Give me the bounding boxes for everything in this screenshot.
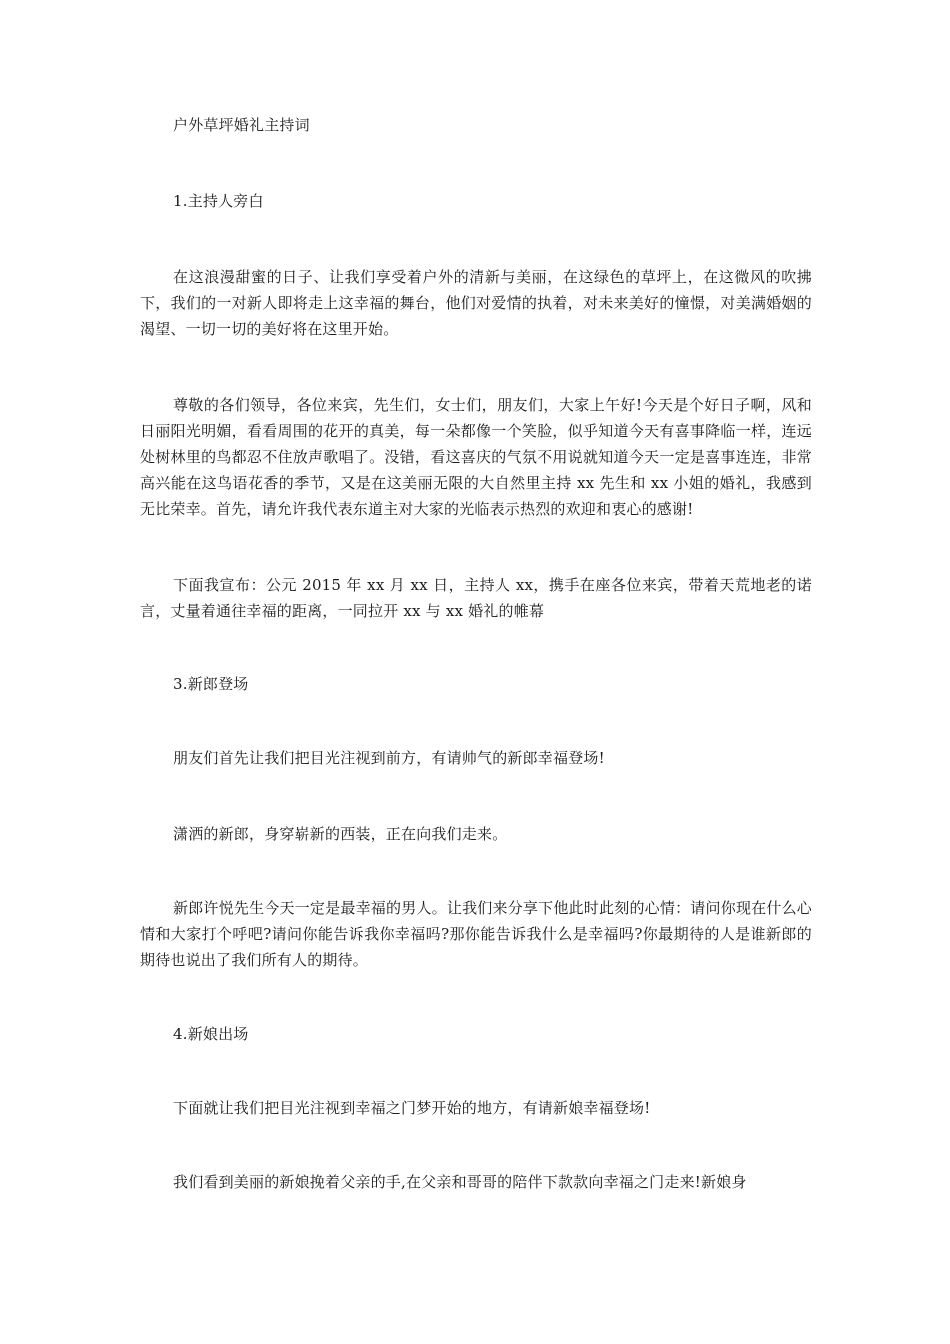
paragraph-groom-walk: 潇洒的新郎，身穿崭新的西装，正在向我们走来。 — [173, 825, 508, 843]
paragraph-announcement: 下面我宣布：公元 2015 年 xx 月 xx 日，主持人 xx，携手在座各位来宾，带着天荒地老的诺言，丈量着通往幸福的距离，一同拉开 xx 与 xx 婚礼的帷幕 — [140, 576, 812, 620]
paragraph-greeting: 尊敬的各们领导，各位来宾，先生们，女士们，朋友们，大家上午好!今天是个好日子啊，风和日丽阳光明媚，看看周围的花开的真美，每一朵都像一个笑脸，似乎知道今天有喜事降临一样，连远处树林里的鸟都忍不住放声歌唱了。没错，看这喜庆的气氛不用说就知道今天一定是喜事连连，非常高兴能在这鸟语花香的季节，又是在这美丽无限的大自然里主持 xx 先生和 xx 小姐的婚礼，我感到无比荣幸。首先，请允许我代表东道主对大家的光临表示热烈的欢迎和衷心的感谢! — [140, 396, 812, 518]
paragraph-bride-walk: 我们看到美丽的新娘挽着父亲的手,在父亲和哥哥的陪伴下款款向幸福之门走来!新娘身 — [173, 1173, 747, 1191]
section-heading-groom: 3.新郎登场 — [173, 675, 249, 693]
paragraph-groom-invite: 朋友们首先让我们把目光注视到前方，有请帅气的新郎幸福登场! — [173, 749, 605, 767]
paragraph-bride-invite: 下面就让我们把目光注视到幸福之门梦开始的地方，有请新娘幸福登场! — [173, 1099, 651, 1117]
paragraph-opening: 在这浪漫甜蜜的日子、让我们享受着户外的清新与美丽，在这绿色的草坪上，在这微风的吹拂下，我们的一对新人即将走上这幸福的舞台，他们对爱情的执着，对未来美好的憧憬，对美满婚姻的渴望、一切一切的美好将在这里开始。 — [140, 268, 812, 338]
paragraph-groom-interview: 新郎许悦先生今天一定是最幸福的男人。让我们来分享下他此时此刻的心情：请问你现在什么心情和大家打个呼吧?请问你能告诉我你幸福吗?那你能告诉我什么是幸福吗?你最期待的人是谁新郎的期待也说出了我们所有人的期待。 — [140, 899, 812, 969]
section-heading-bride: 4.新娘出场 — [173, 1025, 249, 1043]
document-title: 户外草坪婚礼主持词 — [173, 116, 310, 134]
section-heading-narration: 1.主持人旁白 — [173, 192, 264, 210]
document-page — [140, 104, 812, 1195]
